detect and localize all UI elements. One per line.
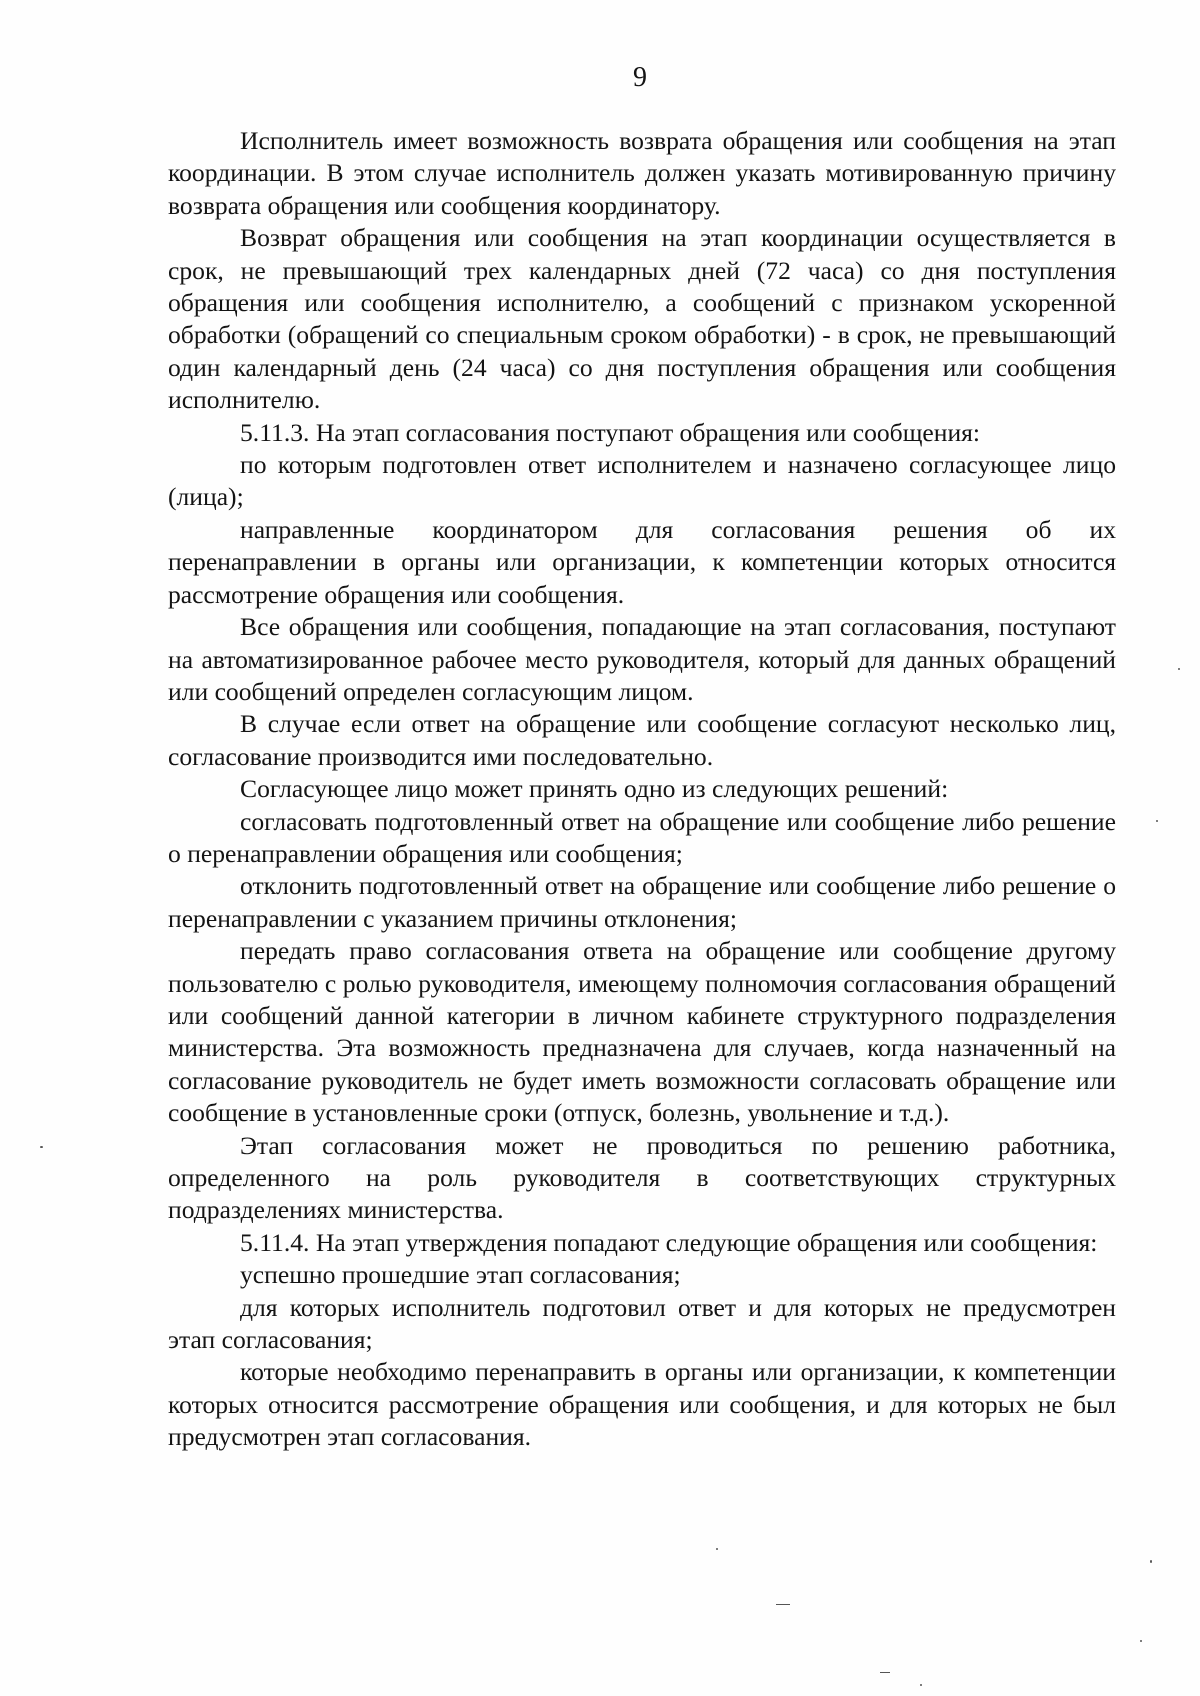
- scan-speck: [1178, 668, 1180, 670]
- scan-speck: [920, 1684, 922, 1686]
- scan-speck: [40, 1146, 43, 1148]
- scan-speck: [1140, 1640, 1142, 1642]
- document-body: [168, 125, 1116, 1454]
- scan-speck: [1156, 820, 1158, 822]
- paragraph: Все обращения или сообщения, попадающие на этап согласования, поступают на автоматизированное рабочее место руководителя, который для данных обращений или сообщений определен согласующим лицом.: [168, 612, 1116, 706]
- section-heading-5-11-3: 5.11.3. На этап согласования поступают обращения или сообщения:: [240, 417, 981, 447]
- list-item: отклонить подготовленный ответ на обращение или сообщение либо решение о перенаправлении с указанием причины отклонения;: [168, 871, 1116, 933]
- scan-speck: [1150, 1560, 1152, 1563]
- paragraph: Согласующее лицо может принять одно из следующих решений:: [240, 774, 949, 804]
- paragraph: Этап согласования может не проводиться по решению работника, определенного на роль руководителя в соответствующих структурных подразделениях министерства.: [168, 1130, 1116, 1225]
- paragraph: Исполнитель имеет возможность возврата обращения или сообщения на этап координации. В этом случае исполнитель должен указать мотивированную причину возврата обращения или сообщения координатору.: [168, 126, 1116, 220]
- list-item: согласовать подготовленный ответ на обращение или сообщение либо решение о перенаправлении обращения или сообщения;: [168, 806, 1116, 868]
- scan-speck: [776, 1604, 790, 1605]
- paragraph: В случае если ответ на обращение или сообщение согласуют несколько лиц, согласование производится ими последовательно.: [168, 709, 1116, 771]
- list-item: направленные координатором для согласования решения об их перенаправлении в органы или организации, к компетенции которых относится рассмотрение обращения или сообщения.: [168, 514, 1116, 609]
- list-item: которые необходимо перенаправить в органы или организации, к компетенции которых относится рассмотрение обращения или сообщения, и для которых не был предусмотрен этап согласования.: [168, 1357, 1116, 1452]
- page-number: 9: [633, 62, 647, 93]
- list-item: успешно прошедшие этап согласования;: [240, 1260, 681, 1290]
- list-item: для которых исполнитель подготовил ответ и для которых не предусмотрен этап согласования;: [168, 1292, 1116, 1355]
- scan-speck: [716, 1548, 718, 1550]
- list-item: передать право согласования ответа на обращение или сообщение другому пользователю с ролью руководителя, имеющему полномочия согласования обращений или сообщений данной категории в личном кабинете структурного подразделения министерства. Эта возможность предназначена для случаев, когда назначенный на согласование руководитель не будет иметь возможности согласовать обращение или сообщение в установленные сроки (отпуск, болезнь, увольнение и т.д.).: [168, 936, 1116, 1128]
- paragraph: Возврат обращения или сообщения на этап координации осуществляется в срок, не превышающий трех календарных дней (72 часа) со дня поступления обращения или сообщения исполнителю, а сообщений с признаком ускоренной обработки (обращений со специальным сроком обработки) - в срок, не превышающий один календарный день (24 часа) со дня поступления обращения или сообщения исполнителю.: [168, 223, 1116, 415]
- section-heading-5-11-4: 5.11.4. На этап утверждения попадают следующие обращения или сообщения:: [240, 1227, 1098, 1257]
- list-item: по которым подготовлен ответ исполнителем и назначено согласующее лицо (лица);: [168, 450, 1116, 512]
- scan-speck: [880, 1672, 890, 1673]
